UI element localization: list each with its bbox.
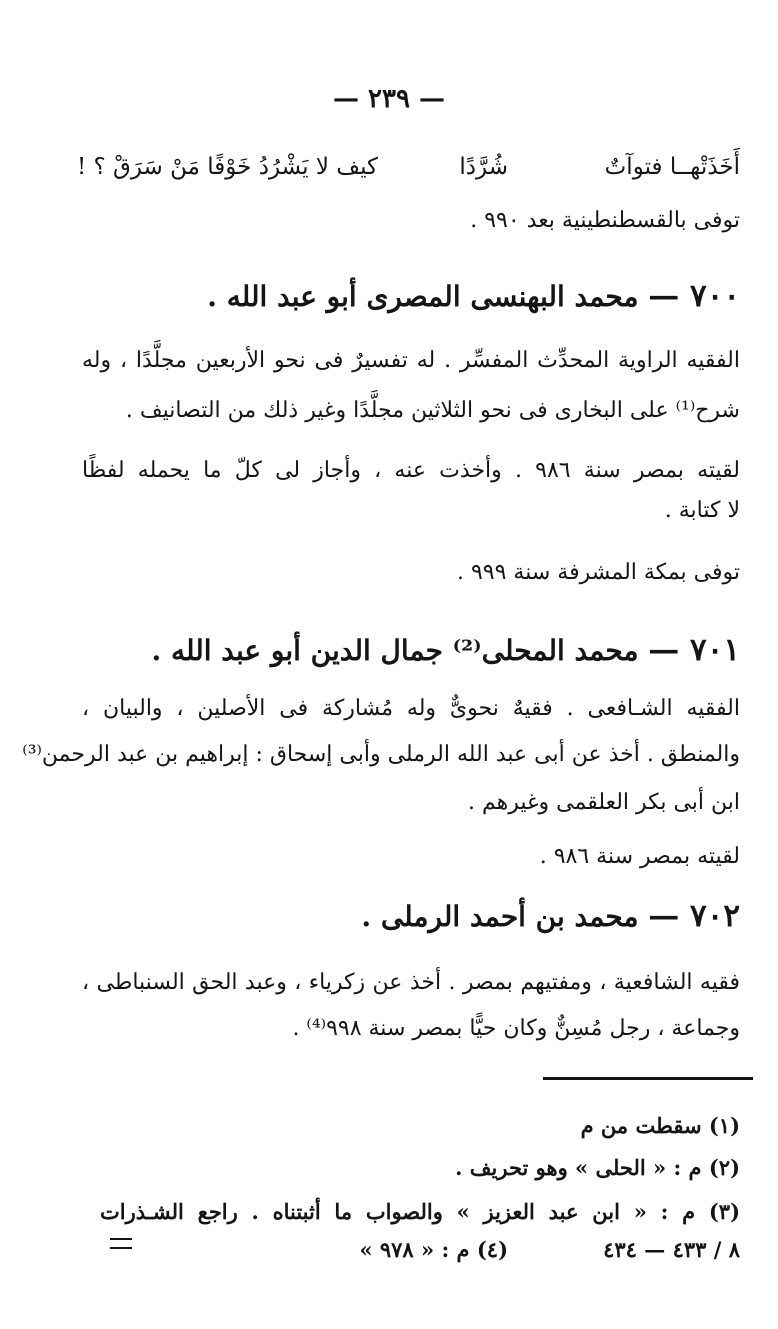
footnote-3: (٣) م : « ابن عبد العزيز » والصواب ما أثبتناه . راجع الشـذرات: [100, 1199, 740, 1224]
entry-text-line: الفقيه الراوية المحدِّث المفسِّر . له تفسيرٌ فى نحو الأربعين مجلَّدًا ، وله: [82, 348, 740, 373]
entry-heading-700: [207, 276, 740, 317]
verse-part-1: أَخَذَتْهــا فتوآتٌ: [604, 154, 740, 180]
entry-title: محمد البهنسى المصرى أبو عبد الله .: [207, 280, 639, 313]
verse-death-note: توفى بالقسطنطينية بعد ٩٩٠ .: [470, 208, 740, 233]
entry-number: ٧٠١ —: [648, 632, 740, 668]
verse-part-2: شُرَّدًا: [459, 154, 508, 180]
footnote-4: (٤) م : « ٩٧٨ »: [359, 1237, 508, 1262]
entry-text-line: لا كتابة .: [664, 498, 740, 523]
entry-text-line: ابن أبى بكر العلقمى وغيرهم .: [468, 790, 740, 815]
page-number: — ٢٣٩ —: [332, 84, 446, 114]
entry-text-line: والمنطق . أخذ عن أبى عبد الله الرملى وأبى إسحاق : إبراهيم بن عبد الرحمن⁽³⁾: [22, 742, 740, 767]
entry-heading-702: [361, 896, 740, 937]
entry-heading-701: [151, 630, 740, 671]
entry-title: محمد المحلى⁽²⁾ جمال الدين أبو عبد الله .: [151, 634, 639, 667]
entry-text-line: وجماعة ، رجل مُسِنٌّ وكان حيًّا بمصر سنة ٩٩٨⁽⁴⁾ .: [292, 1016, 740, 1041]
entry-text-line: الفقيه الشـافعى . فقيهٌ نحوىٌّ وله مُشاركة فى الأصلين ، والبيان ،: [82, 696, 740, 721]
verse-part-3: كيف لا يَشْرُدُ خَوْفًا مَنْ سَرَقْ ؟ !: [76, 154, 378, 180]
entry-text-line: لقيته بمصر سنة ٩٨٦ . وأخذت عنه ، وأجاز لى كلّ ما يحمله لفظًا: [82, 458, 740, 483]
double-line-mark: [110, 1238, 132, 1249]
entry-text-line: لقيته بمصر سنة ٩٨٦ .: [539, 844, 740, 869]
entry-title: محمد بن أحمد الرملى .: [361, 900, 639, 933]
footnote-separator: [543, 1077, 753, 1080]
footnote-2: (٢) م : « الحلى » وهو تحريف .: [455, 1155, 740, 1180]
entry-text-line: فقيه الشافعية ، ومفتيهم بمصر . أخذ عن زكرياء ، وعبد الحق السنباطى ،: [82, 970, 740, 995]
entry-text-line: شرح⁽¹⁾ على البخارى فى نحو الثلاثين مجلَّدًا وغير ذلك من التصانيف .: [125, 398, 740, 423]
footnote-3-continued: ٨ / ٤٣٣ — ٤٣٤: [603, 1237, 740, 1262]
entry-number: ٧٠٢ —: [648, 898, 740, 934]
footnote-1: (١) سقطت من م: [580, 1113, 740, 1138]
entry-number: ٧٠٠ —: [648, 278, 740, 314]
entry-text-line: توفى بمكة المشرفة سنة ٩٩٩ .: [456, 560, 740, 585]
